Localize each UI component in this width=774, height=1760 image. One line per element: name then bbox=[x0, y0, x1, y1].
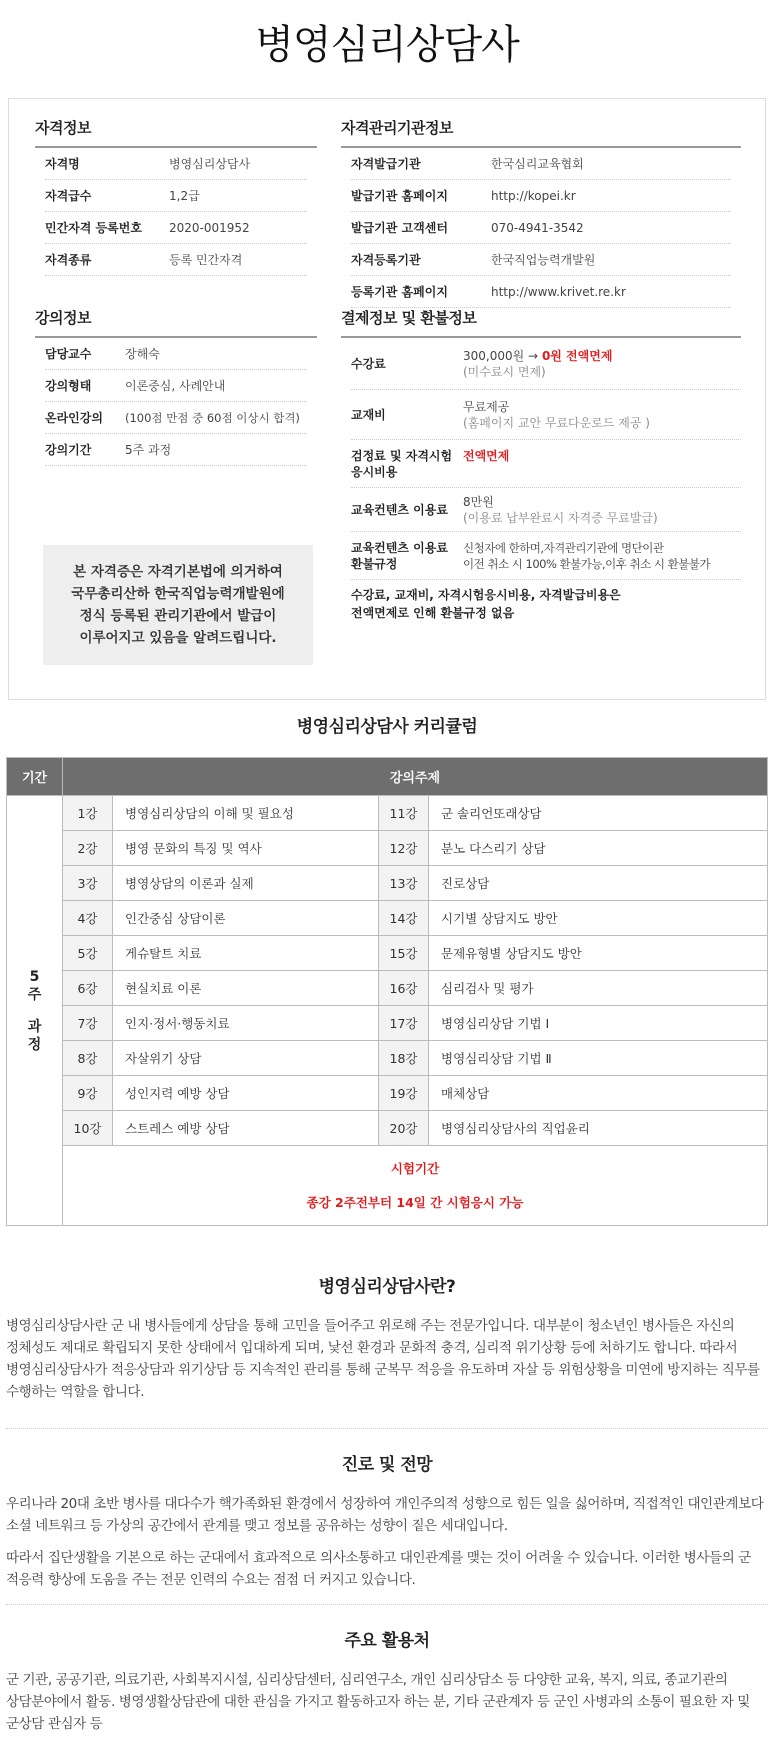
exam-value: 전액면제 bbox=[463, 449, 510, 463]
lecture-number: 11강 bbox=[379, 796, 429, 831]
final-line: 전액면제로 인해 환불규정 없음 bbox=[351, 606, 515, 620]
org-info-heading: 자격관리기관정보 bbox=[341, 117, 741, 148]
col-topic-header: 강의주제 bbox=[63, 758, 768, 796]
lecture-topic: 병영 문화의 특징 및 역사 bbox=[113, 831, 379, 866]
book-value: 무료제공 bbox=[463, 399, 510, 414]
lecture-number: 16강 bbox=[379, 971, 429, 1006]
org-info-row bbox=[351, 244, 731, 276]
org-info-row bbox=[351, 148, 731, 180]
lecture-number: 4강 bbox=[63, 901, 113, 936]
lecture-info-row bbox=[45, 434, 307, 466]
lecture-topic: 매체상담 bbox=[429, 1076, 768, 1111]
career-text: 따라서 집단생활을 기본으로 하는 군대에서 효과적으로 의사소통하고 대인관계를 맺는 것이 어려울 수 있습니다. 이러한 병사들의 군 적응력 향상에 도움을 주는 전문 인력의 수요는 점점 더 커지고 있습니다. bbox=[6, 1550, 751, 1588]
lecture-number: 12강 bbox=[379, 831, 429, 866]
kv-key: 강의기간 bbox=[45, 443, 92, 457]
table-row bbox=[7, 796, 768, 831]
kv-key: 자격명 bbox=[45, 157, 80, 171]
lecture-topic: 병영심리상담사의 직업윤리 bbox=[429, 1111, 768, 1146]
kv-value: 이론중심, 사례안내 bbox=[125, 379, 226, 393]
about-heading: 병영심리상담사란? bbox=[318, 1277, 456, 1297]
cert-info-heading: 자격정보 bbox=[35, 117, 317, 148]
lecture-topic: 병영상담의 이론과 실제 bbox=[113, 866, 379, 901]
period-text: 주 bbox=[27, 986, 42, 1003]
kv-value: 2020-001952 bbox=[169, 220, 250, 235]
section-divider bbox=[6, 1428, 768, 1429]
org-info-row bbox=[351, 212, 731, 244]
pay-key: 교육컨텐츠 이용료 bbox=[351, 502, 448, 517]
notice-line: 국무총리산하 한국직업능력개발원에 bbox=[71, 586, 285, 602]
lecture-topic: 병영심리상담 기법 Ⅱ bbox=[429, 1041, 768, 1076]
lecture-topic: 성인지력 예방 상담 bbox=[113, 1076, 379, 1111]
lecture-number: 7강 bbox=[63, 1006, 113, 1041]
kv-value: 한국심리교육협회 bbox=[491, 157, 584, 171]
lecture-topic: 심리검사 및 평가 bbox=[429, 971, 768, 1006]
about-section bbox=[6, 1272, 768, 1413]
pay-value bbox=[463, 348, 612, 380]
kv-key: 자격급수 bbox=[45, 189, 92, 203]
kv-key: 담당교수 bbox=[45, 347, 92, 361]
table-row bbox=[7, 831, 768, 866]
payment-info-section bbox=[341, 307, 741, 622]
kv-value: 070-4941-3542 bbox=[491, 220, 584, 235]
period-text: 정 bbox=[27, 1036, 42, 1053]
arrow-icon: → bbox=[528, 348, 539, 363]
career-heading: 진로 및 전망 bbox=[341, 1455, 433, 1475]
pay-value bbox=[463, 494, 658, 526]
lecture-topic: 게슈탈트 치료 bbox=[113, 936, 379, 971]
about-text: 병영심리상담사란 군 내 병사들에게 상담을 통해 고민을 들어주고 위로해 주는 전문가입니다. 대부분이 청소년인 병사들은 자신의 정체성도 제대로 확립되지 못한 상태에서 입대하게 되며, 낯선 환경과 문화적 충격, 심리적 위기상황 등에 처하기도 합니다. 따라서 병영심리상담사가 적응상담과 위기상담 등 지속적인 관리를 통해 군복무 적응을 유도하며 자살 등 위험상황을 미연에 방지하는 직무를 수행하는 역할을 합니다. bbox=[6, 1318, 760, 1400]
content-sub: (이용료 납부완료시 자격증 무료발급) bbox=[463, 510, 658, 525]
notice-line: 본 자격증은 자격기본법에 의거하여 bbox=[73, 564, 283, 580]
table-row bbox=[7, 866, 768, 901]
kv-value: 5주 과정 bbox=[125, 443, 172, 457]
lecture-number: 6강 bbox=[63, 971, 113, 1006]
kv-value: 장해숙 bbox=[125, 347, 160, 361]
payment-row-content bbox=[351, 488, 741, 532]
payment-row-book bbox=[351, 390, 741, 440]
lecture-topic: 병영심리상담의 이해 및 필요성 bbox=[113, 796, 379, 831]
kv-value: 병영심리상담사 bbox=[169, 157, 251, 171]
org-info-section bbox=[341, 117, 741, 308]
kv-key: 자격종류 bbox=[45, 253, 92, 267]
table-row bbox=[7, 901, 768, 936]
kv-value: 등록 민간자격 bbox=[169, 253, 243, 267]
lecture-info-row bbox=[45, 370, 307, 402]
cert-info-section bbox=[35, 117, 317, 276]
cert-info-row bbox=[45, 212, 307, 244]
kv-value: 한국직업능력개발원 bbox=[491, 253, 596, 267]
org-info-row bbox=[351, 180, 731, 212]
lecture-info-section bbox=[35, 307, 317, 466]
org-info-row bbox=[351, 276, 731, 308]
exam-label: 시험기간 bbox=[390, 1160, 440, 1176]
info-box bbox=[8, 98, 766, 700]
content-value: 8만원 bbox=[463, 494, 494, 509]
lecture-number: 17강 bbox=[379, 1006, 429, 1041]
usage-heading: 주요 활용처 bbox=[344, 1631, 430, 1651]
pay-key-line: 검정료 및 자격시험 bbox=[351, 448, 453, 463]
exam-period-cell bbox=[63, 1146, 768, 1226]
table-row bbox=[7, 1076, 768, 1111]
kv-value[interactable]: http://kopei.kr bbox=[491, 188, 576, 203]
lecture-number: 13강 bbox=[379, 866, 429, 901]
payment-row-exam bbox=[351, 440, 741, 488]
kv-value: (100점 만점 중 60점 이상시 합격) bbox=[125, 410, 300, 425]
refund-line: 신청자에 한하며,자격관리기관에 명단이관 bbox=[463, 540, 664, 555]
table-row bbox=[7, 936, 768, 971]
pay-key-line: 교육컨텐츠 이용료 bbox=[351, 540, 448, 555]
payment-info-heading: 결제정보 및 환불정보 bbox=[341, 307, 741, 338]
curriculum-title: 병영심리상담사 커리큘럼 bbox=[296, 717, 478, 737]
career-section bbox=[6, 1450, 768, 1601]
pay-key: 교재비 bbox=[351, 407, 386, 422]
lecture-topic: 스트레스 예방 상담 bbox=[113, 1111, 379, 1146]
tuition-price: 300,000원 bbox=[463, 348, 525, 363]
lecture-number: 2강 bbox=[63, 831, 113, 866]
exam-desc: 종강 2주전부터 14일 간 시험응시 가능 bbox=[306, 1194, 524, 1210]
pay-key-line: 환불규정 bbox=[351, 556, 398, 571]
lecture-number: 14강 bbox=[379, 901, 429, 936]
lecture-topic: 인간중심 상담이론 bbox=[113, 901, 379, 936]
table-header-row bbox=[7, 758, 768, 796]
lecture-topic: 병영심리상담 기법 Ⅰ bbox=[429, 1006, 768, 1041]
table-row bbox=[7, 1041, 768, 1076]
table-row bbox=[7, 1111, 768, 1146]
notice-line: 정식 등록된 관리기관에서 발급이 bbox=[79, 608, 277, 624]
refund-final-note bbox=[351, 580, 741, 622]
lecture-topic: 분노 다스리기 상담 bbox=[429, 831, 768, 866]
lecture-number: 8강 bbox=[63, 1041, 113, 1076]
curriculum-table bbox=[6, 757, 768, 1226]
payment-row-tuition bbox=[351, 338, 741, 390]
lecture-topic: 군 솔리언또래상담 bbox=[429, 796, 768, 831]
kv-key: 자격등록기관 bbox=[351, 253, 421, 267]
period-text: 과 bbox=[27, 1018, 42, 1035]
kv-key: 등록기관 홈페이지 bbox=[351, 285, 448, 299]
lecture-number: 1강 bbox=[63, 796, 113, 831]
refund-line: 이전 취소 시 100% 환불가능,이후 취소 시 환불불가 bbox=[463, 556, 711, 571]
lecture-info-row bbox=[45, 338, 307, 370]
col-period-header: 기간 bbox=[7, 758, 63, 796]
kv-key: 발급기관 홈페이지 bbox=[351, 189, 448, 203]
pay-value bbox=[463, 540, 710, 572]
pay-key bbox=[351, 448, 463, 480]
lecture-number: 19강 bbox=[379, 1076, 429, 1111]
kv-key: 민간자격 등록번호 bbox=[45, 221, 142, 235]
notice-box bbox=[43, 545, 313, 665]
table-row bbox=[7, 971, 768, 1006]
kv-value: 1,2급 bbox=[169, 189, 200, 203]
career-text: 우리나라 20대 초반 병사를 대다수가 핵가족화된 환경에서 성장하여 개인주의적 성향으로 힘든 일을 싫어하며, 직접적인 대인관계보다 소셜 네트워크 등 가상의 공간에서 관계를 맺고 정보를 공유하는 성향이 짙은 세대입니다. bbox=[6, 1496, 764, 1534]
pay-value bbox=[463, 399, 650, 431]
cert-info-row bbox=[45, 180, 307, 212]
pay-key: 수강료 bbox=[351, 356, 386, 371]
lecture-info-heading: 강의정보 bbox=[35, 307, 317, 338]
tuition-free: 0원 전액면제 bbox=[541, 348, 613, 363]
pay-key bbox=[351, 540, 463, 572]
lecture-number: 5강 bbox=[63, 936, 113, 971]
page-title: 병영심리상담사 bbox=[255, 22, 519, 68]
lecture-number: 20강 bbox=[379, 1111, 429, 1146]
lecture-info-row bbox=[45, 402, 307, 434]
lecture-topic: 문제유형별 상담지도 방안 bbox=[429, 936, 768, 971]
final-line: 수강료, 교재비, 자격시험응시비용, 자격발급비용은 bbox=[351, 588, 621, 602]
book-sub: (홈페이지 교안 무료다운로드 제공 ) bbox=[463, 415, 650, 430]
period-text: 5 bbox=[29, 968, 40, 985]
lecture-topic: 자살위기 상담 bbox=[113, 1041, 379, 1076]
section-divider bbox=[6, 1604, 768, 1605]
period-cell bbox=[7, 796, 63, 1226]
lecture-number: 10강 bbox=[63, 1111, 113, 1146]
cert-info-row bbox=[45, 244, 307, 276]
kv-key: 발급기관 고객센터 bbox=[351, 221, 448, 235]
pay-key-line: 응시비용 bbox=[351, 464, 398, 479]
lecture-number: 9강 bbox=[63, 1076, 113, 1111]
lecture-topic: 현실치료 이론 bbox=[113, 971, 379, 1006]
kv-key: 온라인강의 bbox=[45, 411, 103, 425]
payment-row-refund bbox=[351, 532, 741, 580]
cert-info-row bbox=[45, 148, 307, 180]
table-row bbox=[7, 1006, 768, 1041]
kv-value[interactable]: http://www.krivet.re.kr bbox=[491, 284, 626, 299]
lecture-number: 3강 bbox=[63, 866, 113, 901]
lecture-number: 15강 bbox=[379, 936, 429, 971]
lecture-topic: 시기별 상담지도 방안 bbox=[429, 901, 768, 936]
lecture-topic: 인지·정서·행동치료 bbox=[113, 1006, 379, 1041]
kv-key: 강의형태 bbox=[45, 379, 92, 393]
tuition-sub: (미수료시 면제) bbox=[463, 364, 546, 379]
lecture-topic: 진로상담 bbox=[429, 866, 768, 901]
usage-text: 군 기관, 공공기관, 의료기관, 사회복지시설, 심리상담센터, 심리연구소, 개인 심리상담소 등 다양한 교육, 복지, 의료, 종교기관의 상담분야에서 활동. 병영생활상담관에 대한 관심을 가지고 활동하고자 하는 분, 기타 군관계자 등 군인 사병과의 소통이 필요한 자 및 군상담 관심자 등 bbox=[6, 1672, 750, 1732]
exam-row bbox=[7, 1146, 768, 1226]
usage-section bbox=[6, 1626, 768, 1745]
lecture-number: 18강 bbox=[379, 1041, 429, 1076]
kv-key: 자격발급기관 bbox=[351, 157, 421, 171]
notice-line: 이루어지고 있음을 알려드립니다. bbox=[79, 630, 277, 646]
